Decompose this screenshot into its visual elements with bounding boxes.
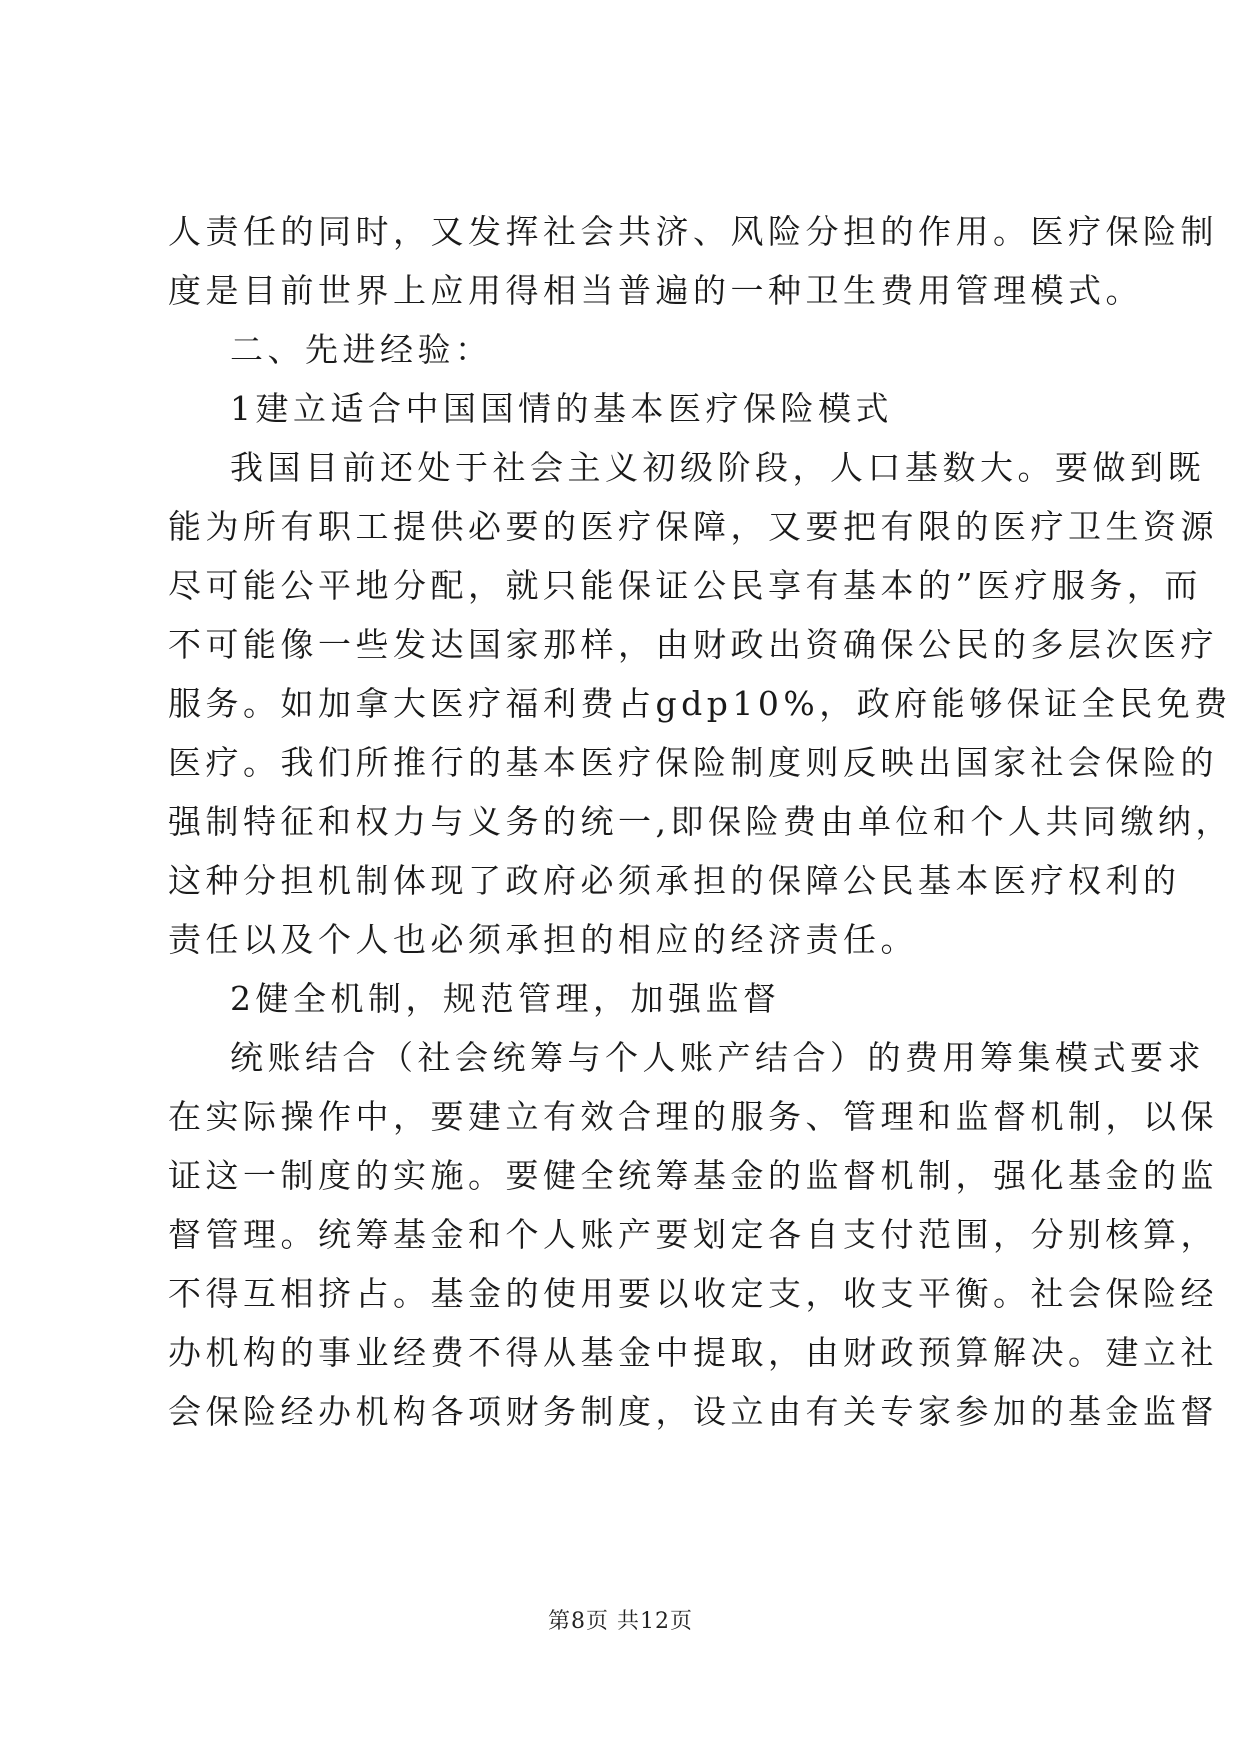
text-line: 不得互相挤占。基金的使用要以收定支，收支平衡。社会保险经 (168, 1274, 1218, 1313)
page-footer: 第8页 共12页 (548, 1609, 693, 1634)
text-line: 医疗。我们所推行的基本医疗保险制度则反映出国家社会保险的 (168, 743, 1218, 782)
text-line: 尽可能公平地分配，就只能保证公民享有基本的”医疗服务，而 (168, 566, 1202, 605)
text-line: 责任以及个人也必须承担的相应的经济责任。 (168, 920, 918, 959)
text-line: 在实际操作中，要建立有效合理的服务、管理和监督机制，以保 (168, 1097, 1218, 1136)
text-line: 会保险经办机构各项财务制度，设立由有关专家参加的基金监督 (168, 1392, 1218, 1431)
text-line: 能为所有职工提供必要的医疗保障，又要把有限的医疗卫生资源 (168, 507, 1218, 546)
text-line: 办机构的事业经费不得从基金中提取，由财政预算解决。建立社 (168, 1333, 1218, 1372)
subsection-heading: 2健全机制，规范管理，加强监督 (230, 979, 781, 1018)
text-line: 服务。如加拿大医疗福利费占gdp10%，政府能够保证全民免费 (168, 684, 1232, 723)
text-line: 强制特征和权力与义务的统一,即保险费由单位和个人共同缴纳， (168, 802, 1233, 841)
text-line: 督管理。统筹基金和个人账产要划定各自支付范围，分别核算， (168, 1215, 1218, 1254)
text-line: 不可能像一些发达国家那样，由财政出资确保公民的多层次医疗 (168, 625, 1218, 664)
subsection-heading: 1建立适合中国国情的基本医疗保险模式 (230, 389, 893, 428)
text-line: 统账结合（社会统筹与个人账产结合）的费用筹集模式要求 (230, 1038, 1205, 1077)
text-line: 人责任的同时，又发挥社会共济、风险分担的作用。医疗保险制 (168, 212, 1218, 251)
text-line: 这种分担机制体现了政府必须承担的保障公民基本医疗权利的 (168, 861, 1181, 900)
section-heading: 二、先进经验： (230, 330, 493, 369)
text-line: 证这一制度的实施。要健全统筹基金的监督机制，强化基金的监 (168, 1156, 1218, 1195)
text-line: 我国目前还处于社会主义初级阶段，人口基数大。要做到既 (230, 448, 1205, 487)
text-line: 度是目前世界上应用得相当普遍的一种卫生费用管理模式。 (168, 271, 1143, 310)
